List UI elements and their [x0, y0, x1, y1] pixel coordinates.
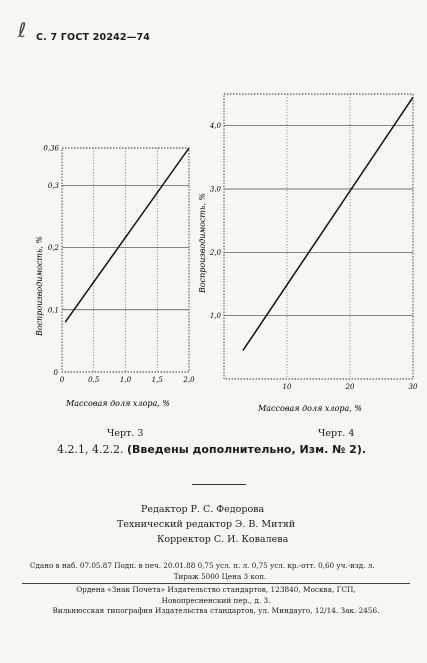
chart-3-origin-label: 0	[53, 369, 58, 377]
imprint-block	[30, 560, 410, 582]
chart-4-x-tick-label: 20	[345, 383, 355, 391]
chart-4-y-tick-label: 4,0	[209, 122, 221, 131]
chart-3-y-tick-label: 0,1	[47, 306, 59, 315]
publisher-line-2: Новопресненский пер., д. 3.	[161, 595, 271, 605]
chart-3-x-tick-label: 1,5	[151, 376, 163, 384]
chart-4-x-axis-label: Массовая доля хлора, %	[258, 404, 362, 413]
chart-3-y-tick-label: 0,2	[47, 244, 59, 253]
imprint-line-2: Тираж 5000 Цена 3 коп.	[173, 572, 267, 581]
chart-3-y-tick-label: 0,3	[47, 181, 59, 190]
chart-4-y-tick-label: 2,0	[209, 248, 221, 257]
chart-4-caption: Черт. 4	[318, 428, 355, 439]
chart-3-caption: Черт. 3	[107, 428, 144, 439]
amendment-note	[57, 443, 366, 456]
editor-credit: Редактор Р. С. Федорова	[141, 504, 265, 515]
chart-4-y-tick-label: 1,0	[209, 312, 221, 321]
publisher-block	[20, 585, 412, 617]
page-header: С. 7 ГОСТ 20242—74	[36, 32, 151, 43]
chart-3-x-tick-label: 0	[59, 376, 65, 384]
chart-4-x-tick-label: 30	[408, 383, 417, 391]
chart-3-x-axis-label: Массовая доля хлора, %	[66, 399, 170, 408]
chart-3-x-tick-label: 2,0	[183, 376, 195, 384]
chart-3-y-tick-label: 0,36	[43, 144, 59, 153]
chart-4-x-tick-label: 10	[282, 383, 292, 391]
chart-3-series-line	[65, 148, 189, 322]
publisher-line-1: Ордена «Знак Почета» Издательство стандартов, 123840, Москва, ГСП,	[76, 585, 356, 594]
corrector-credit: Корректор С. И. Ковалева	[157, 534, 289, 545]
chart-4	[192, 88, 417, 433]
chart-3-x-tick-label: 0,5	[88, 376, 100, 384]
chart-4-series-line	[243, 97, 413, 350]
separator-rule	[192, 484, 246, 485]
credits-block	[117, 502, 295, 547]
chart-3-y-axis-label: Воспроизводимость, %	[35, 235, 44, 337]
publisher-line-3: Вильнюсская типография Издательства стандартов, ул. Миндауго, 12/14. Зак. 2456.	[52, 606, 380, 615]
chart-4-y-tick-label: 3,0	[209, 185, 221, 194]
chart-4-y-axis-label: Воспроизводимость, %	[198, 192, 207, 294]
tech-editor-credit: Технический редактор Э. В. Митяй	[117, 519, 296, 530]
imprint-separator	[22, 583, 410, 584]
amendment-text: (Введены дополнительно, Изм. № 2).	[126, 443, 367, 456]
chart-3-x-tick-label: 1,0	[119, 376, 132, 384]
chart-3	[28, 136, 198, 421]
imprint-line-1: Сдано в наб. 07.05.87 Подп. в печ. 20.01.88 0,75 усл. п. л. 0,75 усл. кр.-отт. 0,60 уч.-изд. л.	[30, 561, 375, 570]
handwritten-margin-mark: ℓ	[18, 18, 27, 42]
amendment-clauses: 4.2.1, 4.2.2.	[57, 443, 124, 456]
